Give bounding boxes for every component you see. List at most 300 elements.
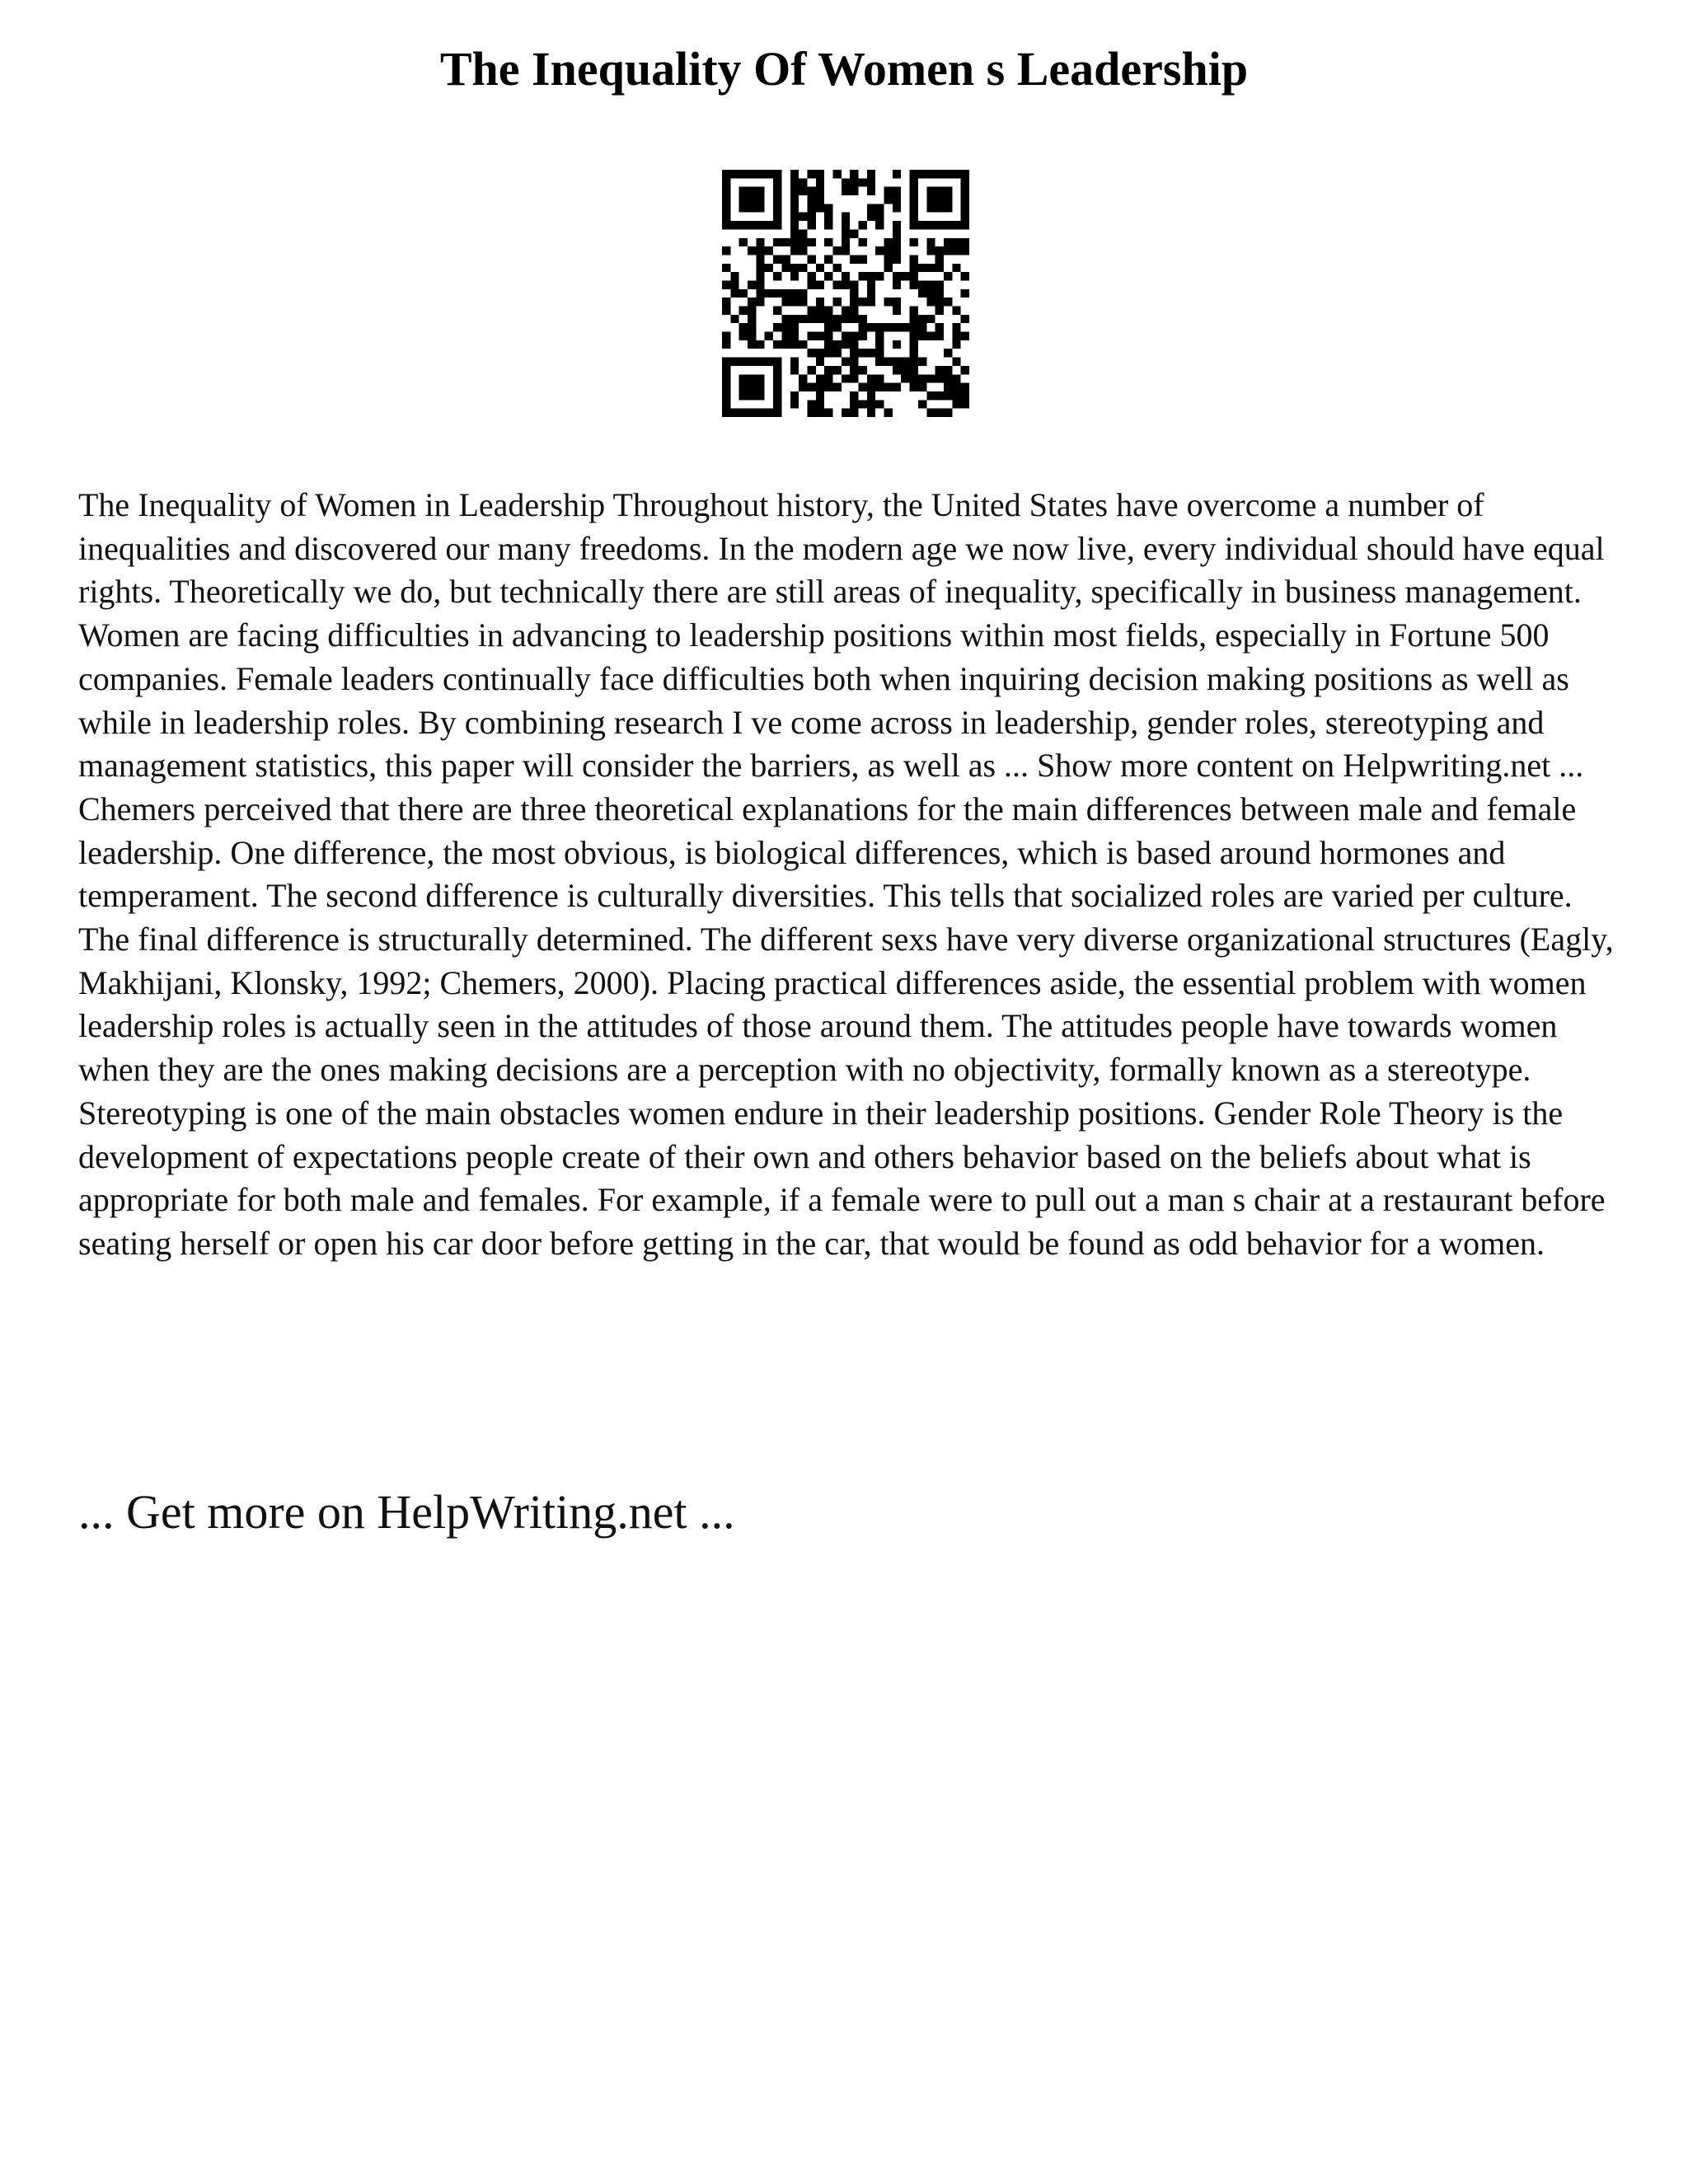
qr-code-icon[interactable] [722,170,969,417]
qr-module [884,195,893,204]
qr-module [926,195,935,204]
qr-module [875,374,884,382]
qr-module [807,272,815,280]
qr-module [893,280,901,288]
qr-module [748,246,756,255]
qr-module [748,307,756,315]
qr-module [807,409,815,417]
qr-module [739,289,748,298]
qr-module [910,323,918,331]
qr-module [730,280,738,288]
qr-module [935,289,944,298]
qr-module [799,374,807,382]
qr-module [739,409,748,417]
qr-module [807,195,815,204]
qr-module [748,280,756,288]
qr-module [739,204,748,212]
qr-module [722,246,730,255]
qr-module [773,195,781,204]
qr-module [790,366,799,374]
qr-module [765,264,773,272]
qr-module [765,409,773,417]
qr-module [722,400,730,408]
qr-module [781,323,790,331]
qr-module [910,374,918,382]
qr-module [790,332,799,340]
qr-module [850,391,858,400]
qr-module [850,289,858,298]
qr-module [884,383,893,391]
qr-module [722,358,730,366]
qr-module [816,195,824,204]
qr-module [739,307,748,315]
qr-module [867,170,875,178]
qr-code-graphic [722,170,969,417]
qr-module [867,178,875,186]
qr-module [859,298,867,306]
qr-module [884,358,893,366]
qr-module [893,170,901,178]
qr-module [722,340,730,349]
qr-module [901,358,909,366]
qr-module [773,358,781,366]
qr-module [739,332,748,340]
qr-module [773,307,781,315]
qr-module [893,204,901,212]
qr-module [952,307,960,315]
qr-module [816,409,824,417]
qr-module [748,195,756,204]
qr-module [756,280,764,288]
qr-module [850,255,858,263]
qr-module [756,374,764,382]
qr-module [944,221,952,229]
qr-module [850,178,858,186]
qr-module [816,374,824,382]
qr-module [961,400,969,408]
qr-module [773,187,781,195]
qr-module [910,358,918,366]
qr-module [824,340,832,349]
qr-module [893,307,901,315]
qr-module [773,383,781,391]
qr-module [850,280,858,288]
qr-module [722,366,730,374]
qr-module [790,213,799,221]
qr-module [756,246,764,255]
qr-module [893,229,901,237]
qr-module [859,383,867,391]
qr-module [730,289,738,298]
qr-module [850,187,858,195]
qr-module [790,246,799,255]
qr-module [918,264,926,272]
qr-module [824,221,832,229]
qr-module [816,315,824,323]
qr-module [722,204,730,212]
qr-module [756,391,764,400]
qr-module [961,187,969,195]
qr-module [722,298,730,306]
qr-module [893,221,901,229]
qr-module [773,221,781,229]
qr-module [859,315,867,323]
qr-module [842,374,850,382]
qr-module [884,238,893,246]
qr-module [910,178,918,186]
qr-module [842,221,850,229]
qr-module [935,332,944,340]
qr-module [756,238,764,246]
qr-module [765,221,773,229]
qr-module [748,374,756,382]
qr-module [807,332,815,340]
qr-module [893,358,901,366]
qr-module [884,187,893,195]
qr-module [773,238,781,246]
qr-module [790,323,799,331]
qr-module [832,323,841,331]
qr-module [875,213,884,221]
qr-module [722,332,730,340]
qr-module [790,298,799,306]
qr-module [859,272,867,280]
qr-module [765,170,773,178]
qr-module [739,374,748,382]
qr-module [824,374,832,382]
qr-module [824,238,832,246]
qr-module [756,187,764,195]
qr-module [773,391,781,400]
qr-module [756,340,764,349]
qr-module [781,315,790,323]
qr-module [875,272,884,280]
qr-module [910,221,918,229]
qr-module [748,323,756,331]
qr-module [722,409,730,417]
qr-module [790,272,799,280]
qr-module [935,307,944,315]
qr-module [935,204,944,212]
qr-module [944,409,952,417]
qr-module [790,170,799,178]
qr-module [926,221,935,229]
qr-module [875,383,884,391]
qr-module [773,204,781,212]
qr-module [867,383,875,391]
qr-module [773,374,781,382]
qr-module [799,383,807,391]
qr-module [790,204,799,212]
qr-module [816,298,824,306]
qr-module [739,391,748,400]
qr-module [799,298,807,306]
qr-module [893,195,901,204]
qr-module [842,315,850,323]
qr-module [756,383,764,391]
qr-module [748,409,756,417]
qr-module [918,170,926,178]
qr-module [842,213,850,221]
qr-module [893,246,901,255]
qr-module [935,298,944,306]
qr-module [790,221,799,229]
qr-module [935,195,944,204]
qr-module [867,204,875,212]
qr-module [730,221,738,229]
qr-module [739,383,748,391]
qr-module [893,255,901,263]
qr-module [790,400,799,408]
qr-module [926,280,935,288]
qr-module [935,246,944,255]
qr-module [816,170,824,178]
qr-module [799,340,807,349]
qr-module [850,332,858,340]
qr-module [807,383,815,391]
qr-module [850,315,858,323]
qr-module [910,204,918,212]
qr-module [893,383,901,391]
qr-module [952,391,960,400]
qr-module [756,221,764,229]
qr-module [867,187,875,195]
qr-module [722,264,730,272]
qr-module [756,204,764,212]
qr-module [859,400,867,408]
qr-module [790,264,799,272]
qr-module [961,195,969,204]
qr-module [773,409,781,417]
qr-module [918,383,926,391]
qr-module [832,366,841,374]
qr-module [952,170,960,178]
qr-module [884,246,893,255]
qr-module [926,315,935,323]
qr-module [739,221,748,229]
qr-module [926,246,935,255]
qr-module [790,229,799,237]
qr-module [832,170,841,178]
qr-module [842,307,850,315]
qr-module [918,280,926,288]
qr-module [799,213,807,221]
qr-module [961,238,969,246]
qr-module [961,332,969,340]
qr-module [944,366,952,374]
qr-module [850,229,858,237]
qr-module [952,238,960,246]
qr-module [842,409,850,417]
qr-module [884,264,893,272]
qr-module [739,195,748,204]
qr-module [816,307,824,315]
qr-module [722,391,730,400]
qr-module [748,204,756,212]
qr-module [918,221,926,229]
qr-module [901,366,909,374]
qr-module [807,187,815,195]
qr-module [824,255,832,263]
qr-module [807,315,815,323]
get-more-link[interactable]: ... Get more on HelpWriting.net ... [78,1485,735,1539]
qr-module [816,187,824,195]
qr-module [824,332,832,340]
qr-module [875,332,884,340]
qr-module [722,221,730,229]
qr-module [816,349,824,357]
qr-module [842,229,850,237]
qr-module [807,349,815,357]
qr-module [893,366,901,374]
qr-module [799,315,807,323]
qr-module [884,409,893,417]
qr-module [722,170,730,178]
qr-module [807,213,815,221]
qr-module [893,238,901,246]
qr-module [824,204,832,212]
qr-module [867,374,875,382]
qr-module [859,332,867,340]
qr-module [850,340,858,349]
qr-module [730,315,738,323]
qr-module [756,195,764,204]
qr-module [748,358,756,366]
qr-module [748,315,756,323]
qr-module [756,272,764,280]
qr-module [816,358,824,366]
qr-module [961,391,969,400]
qr-module [850,400,858,408]
qr-module [918,374,926,382]
qr-module [952,383,960,391]
qr-module [926,298,935,306]
qr-module [859,366,867,374]
qr-module [875,358,884,366]
qr-module [842,187,850,195]
qr-module [944,272,952,280]
qr-module [944,349,952,357]
qr-module [893,340,901,349]
qr-module [944,238,952,246]
qr-module [910,187,918,195]
qr-module [926,187,935,195]
qr-module [901,374,909,382]
qr-module [790,178,799,186]
qr-module [739,238,748,246]
qr-module [781,255,790,263]
qr-module [926,238,935,246]
qr-module [867,400,875,408]
qr-module [722,195,730,204]
qr-module [807,280,815,288]
qr-module [739,170,748,178]
qr-module [790,358,799,366]
qr-module [781,332,790,340]
qr-module [816,264,824,272]
qr-module [926,391,935,400]
qr-module [773,289,781,298]
qr-module [961,366,969,374]
qr-module [748,391,756,400]
qr-module [816,332,824,340]
qr-module [944,298,952,306]
qr-module [850,298,858,306]
qr-module [875,400,884,408]
qr-module [859,323,867,331]
qr-module [790,195,799,204]
qr-module [799,289,807,298]
qr-module [824,323,832,331]
qr-module [807,204,815,212]
qr-module [850,409,858,417]
qr-module [756,289,764,298]
qr-module [773,400,781,408]
qr-module [748,221,756,229]
qr-module [952,400,960,408]
qr-module [935,323,944,331]
qr-module [935,170,944,178]
qr-module [832,298,841,306]
qr-module [824,366,832,374]
qr-module [807,238,815,246]
qr-module [944,195,952,204]
qr-module [910,264,918,272]
paragraph-intro: The Inequality of Women in Leadership Throughout history, the United States have overcome a number of inequalities and discovered our many freedoms. In the modern age we now live, every individual should have equal rights. Theoretically we do, but technically there are still areas of inequality, specifically in business management. Women are facing difficulties in advancing to leadership positions within most fields, especially in Fortune 500 companies. Female leaders continually face difficulties both when inquiring decision making positions as well as while in leadership roles. By combining research I ve come across in leadership, gender roles, stereotyping and management statistics, this paper will consider the barriers, as well as ... Show more content on Helpwriting.net ... [78,486,1605,785]
qr-module [807,366,815,374]
qr-module [730,358,738,366]
qr-module [832,340,841,349]
qr-module [875,204,884,212]
qr-module [893,323,901,331]
qr-module [910,170,918,178]
qr-module [918,400,926,408]
qr-module [790,187,799,195]
qr-module [842,272,850,280]
qr-module [867,391,875,400]
qr-module [842,332,850,340]
qr-module [748,332,756,340]
qr-module [790,315,799,323]
qr-module [893,272,901,280]
qr-module [926,170,935,178]
qr-module [824,409,832,417]
qr-module [765,289,773,298]
qr-module [935,374,944,382]
qr-module [867,289,875,298]
qr-module [790,238,799,246]
qr-module [910,307,918,315]
qr-module [781,340,790,349]
qr-module [952,340,960,349]
qr-module [730,272,738,280]
qr-module [910,213,918,221]
qr-module [722,280,730,288]
qr-module [910,383,918,391]
qr-module [875,340,884,349]
qr-module [807,255,815,263]
qr-module [807,400,815,408]
qr-module [952,246,960,255]
qr-module [935,409,944,417]
qr-module [926,204,935,212]
qr-module [756,170,764,178]
qr-module [773,340,781,349]
qr-module [918,289,926,298]
qr-module [799,229,807,237]
qr-module [944,187,952,195]
qr-module [832,280,841,288]
